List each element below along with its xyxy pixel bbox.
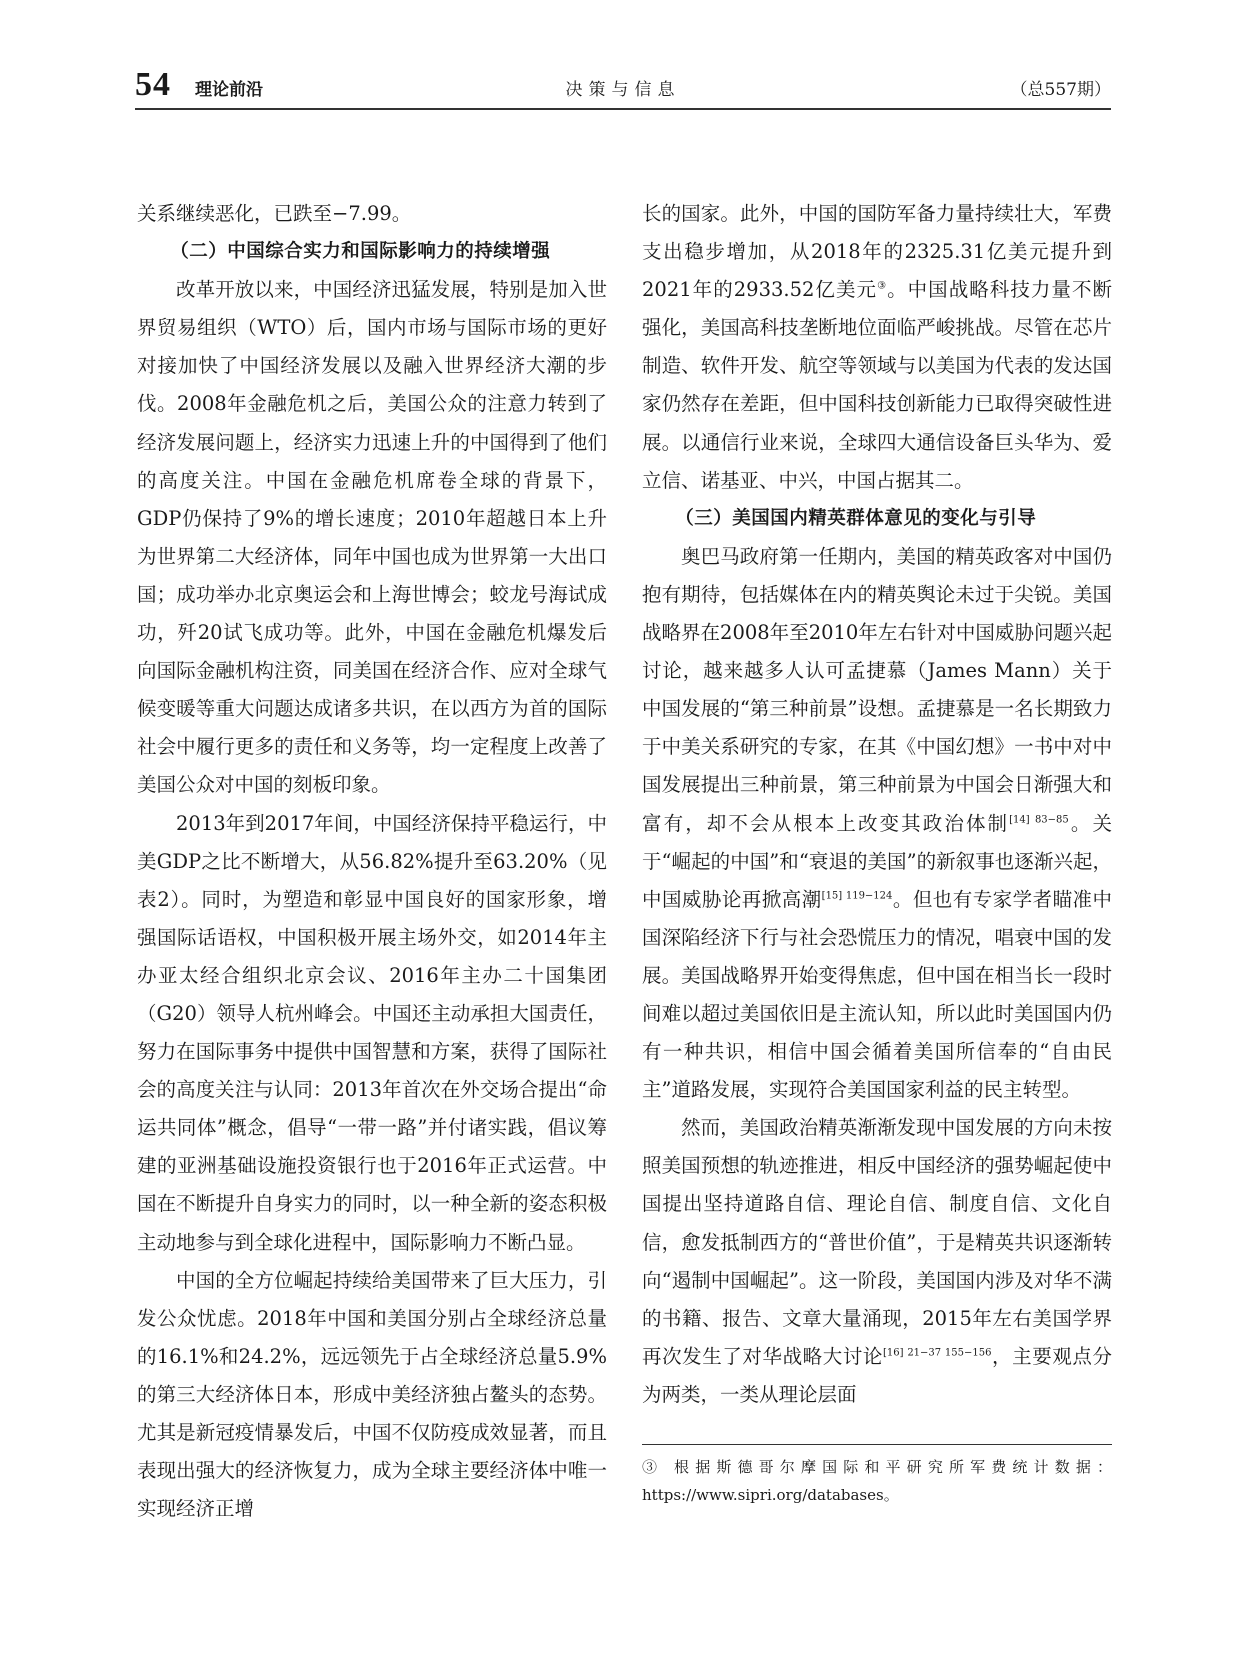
paragraph: 关系继续恶化，已跌至−7.99。	[137, 202, 412, 225]
journal-title: 决策与信息	[565, 80, 681, 100]
paragraph	[642, 538, 1112, 1109]
citation-ref: [14] 83−85	[1009, 814, 1069, 825]
text-run: 然而，美国政治精英渐渐发现中国发展的方向未按照美国预想的轨迹推进，相反中国经济的强势崛起使中国提出坚持道路自信、理论自信、制度自信、文化自信，愈发抵制西方的“普世价值”，于是精英共识逐渐转向“遏制中国崛起”。这一阶段，美国国内涉及对华不满的书籍、报告、文章大量涌现，2015年左右美国学界再次发生了对华战略大讨论	[642, 1116, 1112, 1368]
paragraph: 中国的全方位崛起持续给美国带来了巨大压力，引发公众忧虑。2018年中国和美国分别占全球经济总量的16.1%和24.2%，远远领先于占全球经济总量5.9%的第三大经济体日本，形成中美经济独占鳌头的态势。尤其是新冠疫情暴发后，中国不仅防疫成效显著，而且表现出强大的经济恢复力，成为全球主要经济体中唯一实现经济正增	[137, 1268, 607, 1521]
text-run: 奥巴马政府第一任期内，美国的精英政客对中国仍抱有期待，包括媒体在内的精英舆论未过于尖锐。美国战略界在2008年至2010年左右针对中国威胁问题兴起讨论，越来越多人认可孟捷慕（James Mann）关于中国发展的“第三种前景”设想。孟捷慕是一名长期致力于中美关系研究的专家，在其《中国幻想》一书中对中国发展提出三种前景，第三种前景为中国会日渐强大和富有，却不会从根本上改变其政治体制	[642, 544, 1112, 835]
citation-ref: [15] 119−124	[821, 890, 893, 902]
issue-number: （总557期）	[1010, 80, 1111, 100]
text-run: 。中国战略科技力量不断强化，美国高科技垄断地位面临严峻挑战。尽管在芯片制造、软件开发、航空等领域与以美国为代表的发达国家仍然存在差距，但中国科技创新能力已取得突破性进展。以通信行业来说，全球四大通信设备巨头华为、爱立信、诺基亚、中兴，中国占据其二。	[642, 278, 1112, 492]
left-column	[137, 195, 607, 1528]
paragraph: 改革开放以来，中国经济迅猛发展，特别是加入世界贸易组织（WTO）后，国内市场与国际市场的更好对接加快了中国经济发展以及融入世界经济大潮的步伐。2008年金融危机之后，美国公众的注意力转到了经济发展问题上，经济实力迅速上升的中国得到了他们的高度关注。中国在金融危机席卷全球的背景下，GDP仍保持了9%的增长速度；2010年超越日本上升为世界第二大经济体，同年中国也成为世界第一大出口国；成功举办北京奥运会和上海世博会；蛟龙号海试成功，歼20试飞成功等。此外，中国在金融危机爆发后向国际金融机构注资，同美国在经济合作、应对全球气候变暖等重大问题达成诸多共识，在以西方为首的国际社会中履行更多的责任和义务等，均一定程度上改善了美国公众对中国的刻板印象。	[137, 278, 607, 797]
citation-ref: [16] 21−37 155−156	[883, 1347, 992, 1359]
footnote-marker: ③	[877, 280, 888, 292]
page-number: 54	[135, 66, 171, 103]
paragraph	[642, 1109, 1112, 1414]
section-name: 理论前沿	[195, 80, 263, 100]
page-header	[135, 58, 1111, 110]
text-run: 。但也有专家学者瞄准中国深陷经济下行与社会恐慌压力的情况，唱衰中国的发展。美国战略界开始变得焦虑，但中国在相当长一段时间难以超过美国依旧是主流认知，所以此时美国国内仍有一种共识，相信中国会循着美国所信奉的“自由民主”道路发展，实现符合美国国家利益的民主转型。	[642, 887, 1112, 1102]
paragraph	[642, 195, 1112, 500]
footnote: ③ 根据斯德哥尔摩国际和平研究所军费统计数据：https://www.sipri.org/databases。	[642, 1444, 1112, 1509]
text-run: 长的国家。此外，中国的国防军备力量持续壮大，军费支出稳步增加，从2018年的2325.31亿美元提升到2021年的2933.52亿美元	[642, 202, 1112, 302]
section-heading: （二）中国综合实力和国际影响力的持续增强	[170, 241, 551, 263]
right-column	[642, 195, 1112, 1414]
text-run: 。关于“崛起的中国”和“衰退的美国”的新叙事也逐渐兴起，中国威胁论再掀高潮	[642, 811, 1112, 911]
text-run: ，主要观点分为两类，一类从理论层面	[642, 1344, 1112, 1406]
paragraph: 2013年到2017年间，中国经济保持平稳运行，中美GDP之比不断增大，从56.82%提升至63.20%（见表2）。同时，为塑造和彰显中国良好的国家形象，增强国际话语权，中国积极开展主场外交，如2014年主办亚太经合组织北京会议、2016年主办二十国集团（G20）领导人杭州峰会。中国还主动承担大国责任，努力在国际事务中提供中国智慧和方案，获得了国际社会的高度关注与认同：2013年首次在外交场合提出“命运共同体”概念，倡导“一带一路”并付诸实践，倡议筹建的亚洲基础设施投资银行也于2016年正式运营。中国在不断提升自身实力的同时，以一种全新的姿态积极主动地参与到全球化进程中，国际影响力不断凸显。	[137, 811, 607, 1254]
section-heading: （三）美国国内精英群体意见的变化与引导	[675, 507, 1037, 529]
